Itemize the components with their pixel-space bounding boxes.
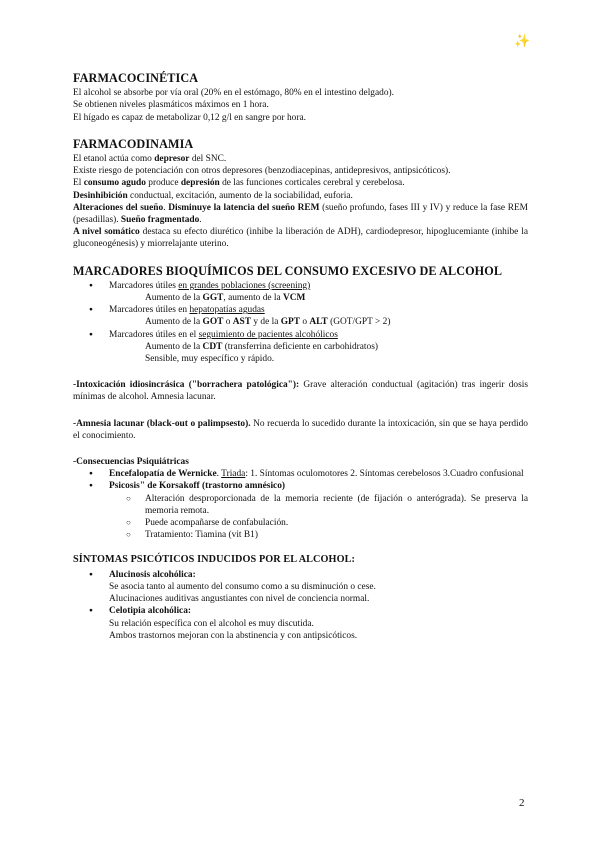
list-subline: Sensible, muy específico y rápido. bbox=[145, 354, 275, 365]
paragraph-intoxicacion: -Intoxicación idiosincrásica ("borrachera patológica"): Grave alteración conductual (agitación) tras ingerir dosis mínimas de alcohol. Amnesia lacunar. bbox=[73, 380, 528, 403]
paragraph: Existe riesgo de potenciación con otros depresores (benzodiacepinas, antidepresivos, antipsicóticos). bbox=[73, 166, 451, 177]
page-number: 2 bbox=[519, 797, 525, 809]
list-item: ● Celotipia alcohólica: bbox=[73, 605, 528, 617]
marcadores-list bbox=[73, 280, 528, 292]
paragraph: Alteraciones del sueño. Disminuye la latencia del sueño REM (sueño profundo, fases III y IV) y reduce la fase REM (pesadillas). Sueño fragmentado. bbox=[73, 202, 529, 226]
list-item: ● Marcadores útiles en hepatopatías agudas bbox=[73, 304, 528, 316]
paragraph: El etanol actúa como depresor del SNC. bbox=[73, 154, 227, 165]
list-item: ● Encefalopatía de Wernicke. Triada: 1. Síntomas oculomotores 2. Síntomas cerebelosos 3.Cuadro confusional bbox=[73, 468, 528, 480]
page-content bbox=[73, 72, 528, 642]
consecuencias-list bbox=[73, 468, 528, 541]
section-title-farmacodinamia: FARMACODINAMIA bbox=[73, 136, 194, 151]
list-item: ○ Tratamiento: Tiamina (vit B1) bbox=[109, 529, 528, 541]
marcadores-list bbox=[73, 304, 528, 316]
list-subline: Aumento de la GOT o AST y de la GPT o ALT (GOT/GPT > 2) bbox=[145, 317, 391, 328]
paragraph-amnesia: -Amnesia lacunar (black-out o palimpsesto). No recuerda lo sucedido durante la intoxicación, sin que se haya perdido el conocimiento. bbox=[73, 418, 528, 441]
section-title-sintomas: SÍNTOMAS PSICÓTICOS INDUCIDOS POR EL ALCOHOL: bbox=[73, 553, 355, 565]
section-title-marcadores: MARCADORES BIOQUÍMICOS DEL CONSUMO EXCESIVO DE ALCOHOL bbox=[73, 263, 503, 278]
list-item: ● Marcadores útiles en grandes poblaciones (screening) bbox=[73, 280, 528, 292]
list-item: ○ Puede acompañarse de confabulación. bbox=[109, 517, 528, 529]
paragraph: Desinhibición conductual, excitación, aumento de la sociabilidad, euforia. bbox=[73, 190, 353, 201]
sintomas-list bbox=[73, 569, 528, 581]
paragraph: El hígado es capaz de metabolizar 0,12 g/l en sangre por hora. bbox=[73, 112, 306, 123]
paragraph: Se obtienen niveles plasmáticos máximos en 1 hora. bbox=[73, 100, 269, 111]
list-subline: Su relación específica con el alcohol es muy discutida. bbox=[109, 618, 314, 629]
paragraph: El consumo agudo produce depresión de las funciones corticales cerebral y cerebelosa. bbox=[73, 178, 405, 189]
list-subline: Ambos trastornos mejoran con la abstinencia y con antipsicóticos. bbox=[109, 630, 358, 641]
list-item: ○ Alteración desproporcionada de la memoria reciente (de fijación o anterógrada). Se preserva la memoria remota. bbox=[109, 493, 528, 517]
list-item: ● Alucinosis alcohólica: bbox=[73, 569, 528, 581]
list-item: ● Marcadores útiles en el seguimiento de pacientes alcohólicos bbox=[73, 329, 528, 341]
list-subline: Alucinaciones auditivas angustiantes con nivel de conciencia normal. bbox=[109, 594, 370, 605]
list-subline: Aumento de la GGT, aumento de la VCM bbox=[145, 293, 306, 304]
list-subline: Se asocia tanto al aumento del consumo como a su disminución o cese. bbox=[109, 581, 376, 592]
paragraph: A nivel somático destaca su efecto diurético (inhibe la liberación de ADH), cardiodepresor, hipoglucemiante (inhibe la gluconeogénesis) y miorrelajante uterino. bbox=[73, 227, 528, 250]
sparkle-icon: ✨ bbox=[514, 33, 531, 48]
section-title-farmacocinetica: FARMACOCINÉTICA bbox=[73, 71, 199, 85]
list-item: ● Psicosis" de Korsakoff (trastorno amnésico) ○ Alteración desproporcionada de la memoria reciente (de fijación o anterógrada). Se preserva la memoria remota. ○ Puede acompañarse de confabulación. ○ Tratamiento: Tiamina (vit B1) bbox=[73, 480, 528, 541]
consecuencias-title: -Consecuencias Psiquiátricas bbox=[73, 457, 189, 468]
paragraph: El alcohol se absorbe por vía oral (20% en el estómago, 80% en el intestino delgado). bbox=[73, 88, 394, 99]
sintomas-list bbox=[73, 605, 528, 617]
korsakoff-sublist bbox=[109, 493, 528, 542]
marcadores-list bbox=[73, 329, 528, 341]
list-subline: Aumento de la CDT (transferrina deficiente en carbohidratos) bbox=[145, 341, 378, 352]
